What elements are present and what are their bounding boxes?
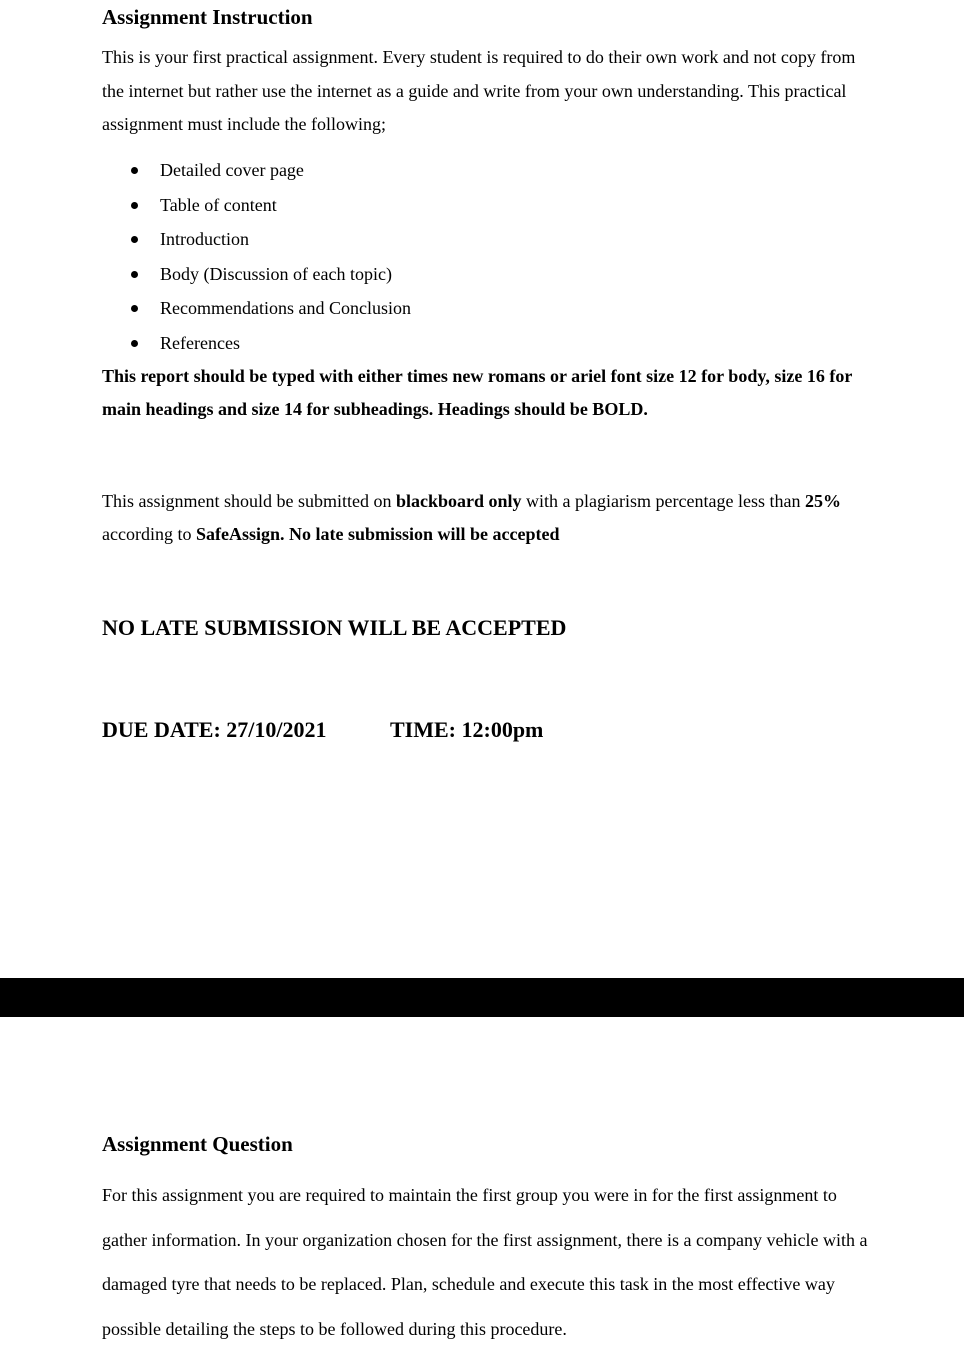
- list-item: [102, 153, 411, 188]
- list-item: [102, 222, 411, 257]
- safeassign-late-note: SafeAssign. No late submission will be accepted: [195, 524, 560, 544]
- submission-platform: blackboard only: [396, 491, 522, 511]
- bullet-icon: [131, 167, 138, 174]
- list-item: [102, 291, 411, 326]
- submission-text-3: according to: [102, 524, 196, 544]
- bullet-icon: [131, 202, 138, 209]
- assignment-question-paragraph: For this assignment you are required to maintain the first group you were in for the first assignment to gather information. In your organization chosen for the first assignment, there is a company vehicle with a damaged tyre that needs to be replaced. Plan, schedule and execute this task in the most effective way possible detailing the steps to be followed during this procedure.: [102, 1185, 868, 1339]
- list-item-label: Recommendations and Conclusion: [160, 298, 411, 319]
- bullet-icon: [131, 340, 138, 347]
- submission-text-2: with a plagiarism percentage less than: [521, 491, 805, 511]
- assignment-question-heading: Assignment Question: [102, 1132, 293, 1156]
- list-item-label: Detailed cover page: [160, 160, 304, 180]
- due-date: DUE DATE: 27/10/2021: [102, 717, 327, 742]
- page-break-divider: [0, 978, 964, 1017]
- format-requirements-note: This report should be typed with either times new romans or ariel font size 12 for body, size 16 for main headings and size 14 for subheadings. Headings should be BOLD.: [102, 366, 852, 419]
- assignment-instruction-heading: Assignment Instruction: [102, 5, 313, 29]
- bullet-icon: [131, 271, 138, 278]
- list-item: [102, 257, 411, 292]
- late-submission-notice: NO LATE SUBMISSION WILL BE ACCEPTED: [102, 615, 567, 640]
- list-item-label: Body (Discussion of each topic): [160, 263, 392, 284]
- bullet-icon: [131, 236, 138, 243]
- list-item-label: Table of content: [160, 194, 277, 215]
- submission-paragraph: [102, 485, 872, 551]
- bullet-icon: [131, 305, 138, 312]
- list-item-label: References: [160, 332, 240, 353]
- instruction-intro-paragraph: This is your first practical assignment. Every student is required to do their own work and not copy from the internet but rather use the internet as a guide and write from your own understanding. This practical assignment must include the following;: [102, 47, 856, 134]
- due-time: TIME: 12:00pm: [390, 717, 544, 742]
- submission-text-1: This assignment should be submitted on: [102, 491, 396, 511]
- requirements-list: [102, 153, 411, 361]
- list-item: [102, 326, 411, 361]
- list-item-label: Introduction: [160, 229, 249, 250]
- list-item: [102, 188, 411, 223]
- plagiarism-threshold: 25%: [804, 491, 841, 511]
- due-date-row: [102, 717, 543, 743]
